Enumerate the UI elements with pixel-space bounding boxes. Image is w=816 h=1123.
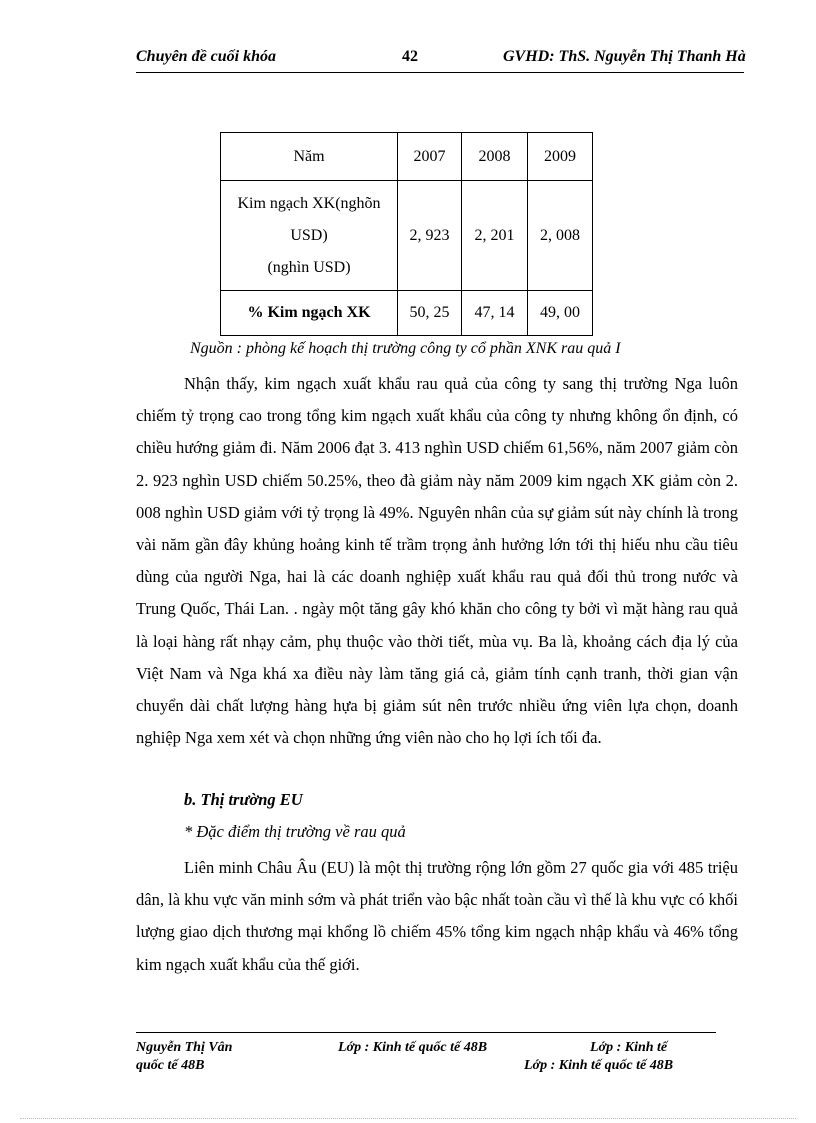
footer-divider — [136, 1032, 716, 1033]
footer-class-line2: Lớp : Kinh tế quốc tế 48B — [524, 1058, 674, 1073]
export-table — [220, 132, 593, 336]
header-title: Chuyên đề cuối khóa — [136, 48, 277, 65]
paragraph-text: Nhận thấy, kim ngạch xuất khẩu rau quả của công ty sang thị trường Nga luôn chiếm tỷ trọng cao trong tổng kim ngạch xuất khẩu của công ty nhưng không ổn định, có chiều hướng giảm đi. Năm 2006 đạt 3. 413 nghìn USD chiếm 61,56%, năm 2007 giảm còn 2. 923 nghìn USD chiếm 50.25%, theo đà giảm này năm 2009 kim ngạch XK giảm còn 2. 008 nghìn USD giảm với tỷ trọng là 49%. Nguyên nhân của sự giảm sút này chính là trong vài năm gần đây khủng hoảng kinh tế trầm trọng ảnh hưởng lớn tới thị hiếu nhu cầu tiêu dùng của người Nga, hai là các doanh nghiệp xuất khẩu rau quả đối thủ trong nước và Trung Quốc, Thái Lan. . ngày một tăng gây khó khăn cho công ty bởi vì mặt hàng rau quả là loại hàng rất nhạy cảm, phụ thuộc vào thời tiết, mùa vụ. Ba là, khoảng cách địa lý của Việt Nam và Nga khá xa điều này làm tăng giá cả, giảm tính cạnh tranh, thời gian vận chuyển dài chất lượng hàng hựa bị giảm sút nên trước nhiều ứng viên lựa chọn, doanh nghiệp Nga xem xét và chọn những ứng viên nào cho họ lợi ích tối đa. — [136, 374, 738, 748]
paragraph-text: Liên minh Châu Âu (EU) là một thị trường rộng lớn gồm 27 quốc gia với 485 triệu dân, là khu vực văn minh sớm và phát triển vào bậc nhất toàn cầu vì thế là khu vực có khối lượng giao dịch thương mại khổng lồ chiếm 45% tổng kim ngạch nhập khẩu và 46% tổng kim ngạch xuất khẩu của thế giới. — [136, 858, 738, 974]
table-cell: 49, 00 — [528, 291, 593, 336]
body-paragraph — [136, 368, 738, 754]
table-source-note: Nguồn : phòng kế hoạch thị trường công ty cổ phần XNK rau quả I — [190, 340, 621, 357]
header-advisor: GVHD: ThS. Nguyễn Thị Thanh Hà — [503, 48, 746, 65]
subheading: * Đặc điểm thị trường về rau quả — [184, 822, 406, 841]
table-row — [221, 181, 593, 291]
table-cell: 2, 201 — [462, 181, 528, 291]
table-cell: 2007 — [398, 133, 462, 181]
footer-class-continuation: quốc tế 48B — [136, 1058, 205, 1073]
table-cell: 2, 923 — [398, 181, 462, 291]
section-heading: b. Thị trường EU — [184, 790, 303, 809]
table-row — [221, 291, 593, 336]
page-number: 42 — [402, 48, 418, 65]
footer-class-right: Lớp : Kinh tế — [590, 1040, 668, 1055]
footer-class: Lớp : Kinh tế quốc tế 48B — [338, 1040, 488, 1055]
row-label-line: (nghìn USD) — [267, 258, 351, 276]
header-divider — [136, 72, 744, 73]
table-row — [221, 133, 593, 181]
table-cell: 2, 008 — [528, 181, 593, 291]
table-cell: % Kim ngạch XK — [221, 291, 398, 336]
row-label-line: USD) — [290, 226, 328, 244]
footer-author: Nguyễn Thị Vân — [136, 1040, 233, 1055]
table-cell: 2008 — [462, 133, 528, 181]
page-bottom-border — [20, 1118, 796, 1119]
body-paragraph — [136, 852, 738, 981]
table-cell: 47, 14 — [462, 291, 528, 336]
table-cell: 2009 — [528, 133, 593, 181]
row-label-line: Kim ngạch XK(nghõn — [237, 194, 381, 212]
table-cell: 50, 25 — [398, 291, 462, 336]
table-cell — [221, 181, 398, 291]
table-cell: Năm — [221, 133, 398, 181]
